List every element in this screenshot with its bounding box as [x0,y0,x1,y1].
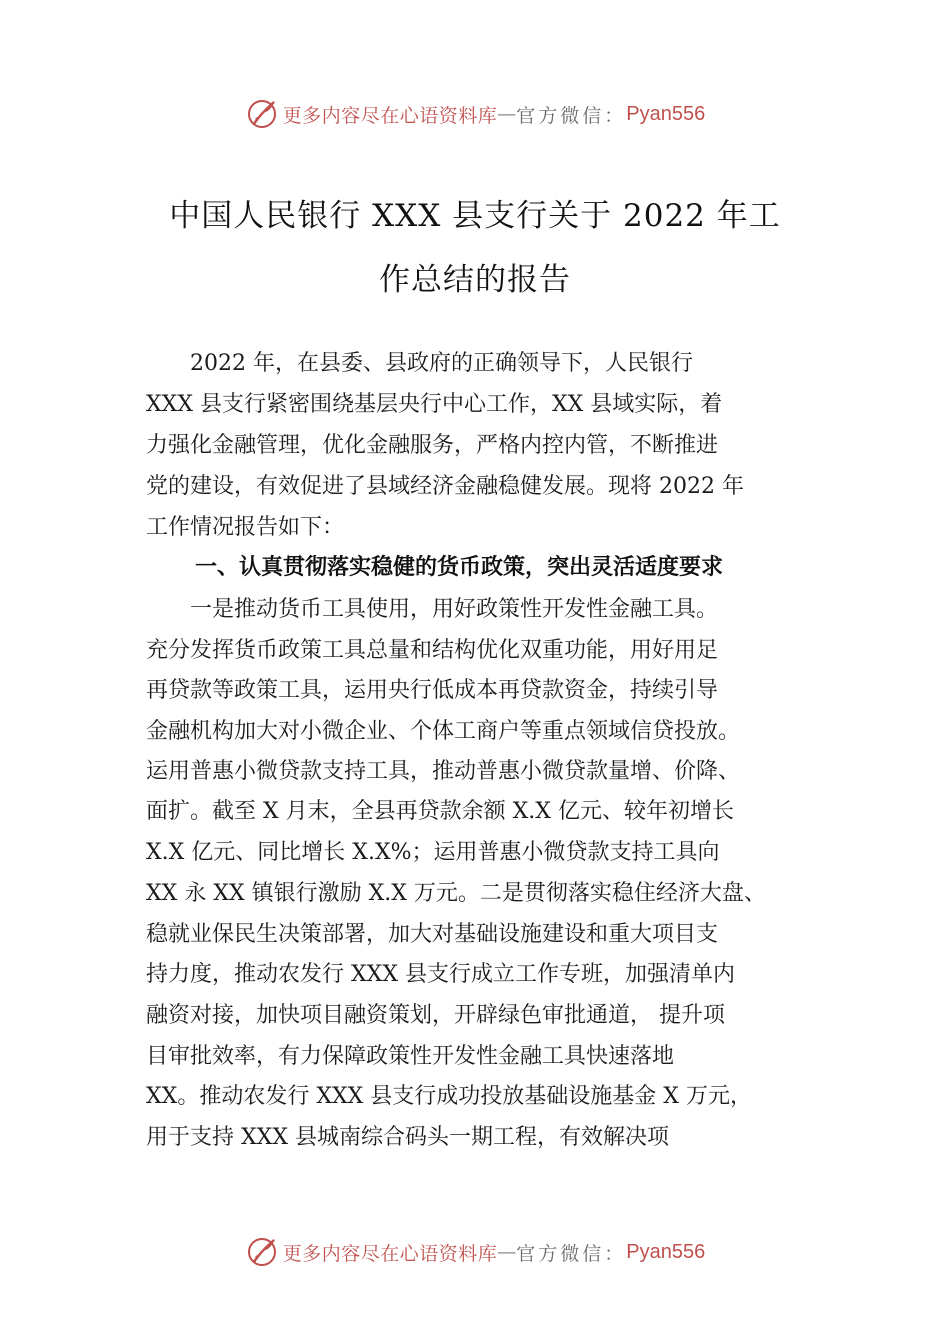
paragraph-2-line: 充分发挥货币政策工具总量和结构优化双重功能，用好用足 [146,638,719,663]
brand-name: 更多内容尽在心语资料库 [282,1242,498,1265]
wechat-label: 官方微信： [516,1242,627,1265]
paragraph-1-line: 党的建设，有效促进了县域经济金融稳健发展。现将 2022 年 [146,474,744,499]
feather-pen-logo-icon [245,97,279,131]
footer-banner [0,1234,950,1270]
section-1-heading: 一、认真贯彻落实稳健的货币政策，突出灵活适度要求 [195,555,724,580]
paragraph-1-line: 力强化金融管理，优化金融服务，严格内控内管，不断推进 [146,433,719,458]
paragraph-2-line: X.X 亿元、同比增长 X.X%；运用普惠小微贷款支持工具向 [146,840,720,865]
feather-pen-logo-icon [245,1235,279,1269]
paragraph-2-line: 目审批效率，有力保障政策性开发性金融工具快速落地 [146,1044,675,1069]
document-title-line-1: 中国人民银行 XXX 县支行关于 2022 年工 [169,198,781,234]
paragraph-2-line: 再贷款等政策工具，运用央行低成本再贷款资金，持续引导 [146,678,719,703]
wechat-label: 官方微信： [516,104,627,127]
paragraph-2-line: 用于支持 XXX 县城南综合码头一期工程，有效解决项 [146,1125,669,1150]
paragraph-2-line: 运用普惠小微贷款支持工具，推动普惠小微贷款量增、价降、 [146,759,741,784]
paragraph-2-line: XX 永 XX 镇银行激励 X.X 万元。二是贯彻落实稳住经济大盘、 [146,881,766,906]
header-banner [0,96,950,132]
paragraph-2-line: 金融机构加大对小微企业、个体工商户等重点领域信贷投放。 [146,719,741,744]
brand-name: 更多内容尽在心语资料库 [282,104,498,127]
paragraph-2-line: 持力度，推动农发行 XXX 县支行成立工作专班，加强清单内 [146,962,735,987]
banner-separator: — [497,103,517,125]
paragraph-2-line: 融资对接，加快项目融资策划，开辟绿色审批通道， 提升项 [146,1003,725,1028]
paragraph-2-line: 一是推动货币工具使用，用好政策性开发性金融工具。 [146,597,719,622]
wechat-id: Pyan556 [626,1240,706,1263]
banner-separator: — [497,1241,517,1263]
paragraph-1-line: 工作情况报告如下： [146,515,345,540]
paragraph-1-line: 2022 年，在县委、县政府的正确领导下，人民银行 [146,351,693,376]
wechat-id: Pyan556 [626,102,706,125]
document-title-line-2: 作总结的报告 [379,262,571,298]
paragraph-1-line: XXX 县支行紧密围绕基层央行中心工作，XX 县域实际，着 [146,392,723,417]
paragraph-2-line: 面扩。截至 X 月末，全县再贷款余额 X.X 亿元、较年初增长 [146,799,734,824]
paragraph-2-line: XX。推动农发行 XXX 县支行成功投放基础设施基金 X 万元， [146,1084,752,1109]
paragraph-2-line: 稳就业保民生决策部署，加大对基础设施建设和重大项目支 [146,922,719,947]
